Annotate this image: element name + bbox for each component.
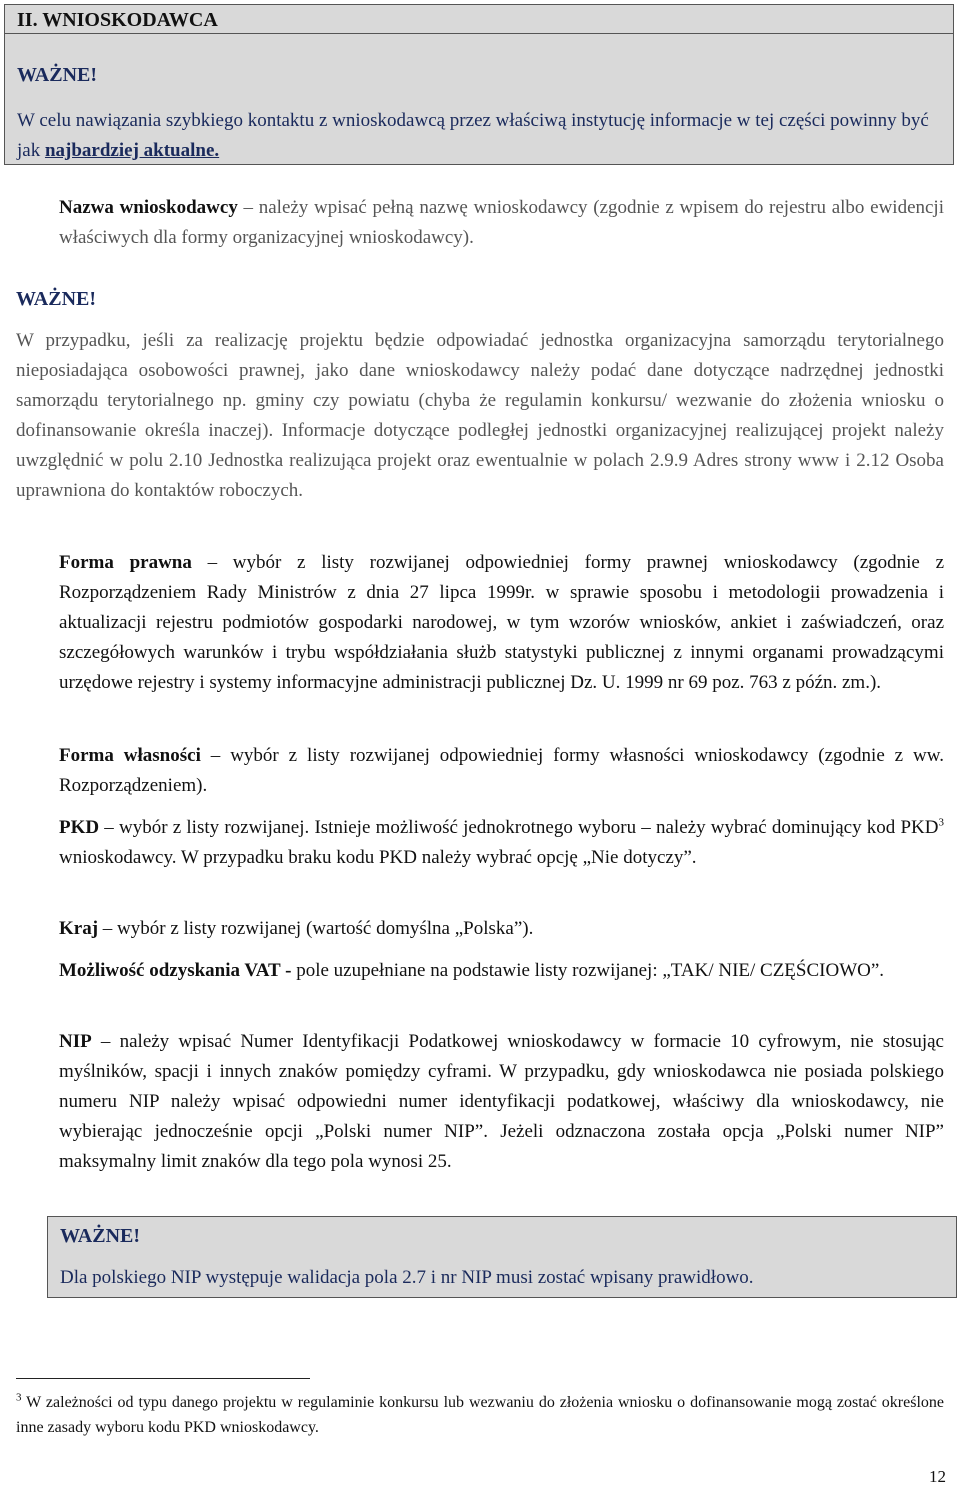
item-2-6-title: Możliwość odzyskania VAT - bbox=[59, 960, 292, 981]
item-2-7-notice-text: Dla polskiego NIP występuje walidacja pola 2.7 i nr NIP musi zostać wpisany prawidłowo. bbox=[60, 1267, 754, 1288]
item-2-4-title: PKD bbox=[59, 817, 100, 838]
item-2-6: Możliwość odzyskania VAT - pole uzupełniane na podstawie listy rozwijanej: „TAK/ NIE/ CZĘŚCIOWO”. bbox=[59, 960, 885, 981]
item-2-1-notice-text: W przypadku, jeśli za realizację projektu będzie odpowiadać jednostka organizacyjna samorządu terytorialnego nieposiadająca osobowości prawnej, jako dane wnioskodawcy należy podać dane dotyczące nadrzędnej jednostki samorządu terytorialnego np. gminy czy powiatu (chyba że regulamin konkursu/ wezwanie do złożenia wniosku o dofinansowanie określa inaczej). Informacje dotyczące podległej jednostki organizacyjnej realizującej projekt należy uwzględnić w polu 2.10 Jednostka realizująca projekt oraz ewentualnie w polach 2.9.9 Adres strony www i 2.12 Osoba uprawniona do kontaktów roboczych. bbox=[16, 330, 944, 501]
footnote-number: 3 bbox=[16, 1391, 22, 1404]
footnote-ref: 3 bbox=[938, 816, 944, 829]
item-2-1-notice-label: WAŻNE! bbox=[16, 288, 97, 310]
item-2-2-title: Forma prawna bbox=[59, 552, 192, 573]
item-2-4: PKD – wybór z listy rozwijanej. Istnieje możliwość jednokrotnego wyboru – należy wybrać dominujący kod PKD$^3$ wnioskodawcy. W przypadku braku kodu PKD należy wybrać opcję „Nie dotyczy”. bbox=[59, 816, 944, 868]
item-2-1: Nazwa wnioskodawcy – należy wpisać pełną nazwę wnioskodawcy (zgodnie z wpisem do rejestru albo ewidencji właściwych dla formy organizacyjnej wnioskodawcy). bbox=[59, 197, 944, 248]
section-header: II. WNIOSKODAWCA bbox=[17, 9, 218, 31]
item-2-7: NIP – należy wpisać Numer Identyfikacji Podatkowej wnioskodawcy w formacie 10 cyfrowym, nie stosując myślników, spacji i innych znaków pomiędzy cyframi. W przypadku, gdy wnioskodawca nie posiada polskiego numeru NIP należy wpisać odpowiedni numer identyfikacji podatkowej, właściwy dla wnioskodawcy, nie wybierając jednocześnie opcji „Polski numer NIP”. Jeżeli odznaczona została opcja „Polski numer NIP” maksymalny limit znaków dla tego pola wynosi 25. bbox=[59, 1031, 944, 1172]
footnote bbox=[16, 1390, 944, 1440]
item-2-1-title: Nazwa wnioskodawcy bbox=[59, 197, 238, 218]
item-2-7-title: NIP bbox=[59, 1031, 92, 1052]
intro-notice-box bbox=[4, 34, 954, 165]
item-2-7-notice-box bbox=[47, 1216, 957, 1298]
footnote-separator bbox=[16, 1378, 310, 1379]
item-2-1-notice bbox=[16, 284, 944, 314]
item-2-3-title: Forma własności bbox=[59, 745, 201, 766]
item-2-7-notice-label: WAŻNE! bbox=[60, 1225, 141, 1247]
item-2-5: Kraj – wybór z listy rozwijanej (wartość domyślna „Polska”). bbox=[59, 918, 534, 939]
intro-emphasis: najbardziej aktualne. bbox=[44, 140, 220, 161]
page-number: 12 bbox=[929, 1467, 946, 1486]
intro-notice-label: WAŻNE! bbox=[17, 64, 98, 86]
section-header-box bbox=[4, 4, 954, 34]
item-2-5-title: Kraj bbox=[59, 918, 99, 939]
footnote-text: W zależności od typu danego projektu w regulaminie konkursu lub wezwaniu do złożenia wniosku o dofinansowanie mogą zostać określone inne zasady wyboru kodu PKD wnioskodawcy. bbox=[16, 1394, 944, 1436]
item-2-3: Forma własności – wybór z listy rozwijanej odpowiedniej formy własności wnioskodawcy (zgodnie z ww. Rozporządzeniem). bbox=[59, 745, 944, 796]
intro-notice-text: W celu nawiązania szybkiego kontaktu z wnioskodawcą przez właściwą instytucję informacje w tej części powinny być jak najbardziej aktualne. bbox=[17, 110, 929, 161]
item-2-2: Forma prawna – wybór z listy rozwijanej odpowiedniej formy prawnej wnioskodawcy (zgodnie z Rozporządzeniem Rady Ministrów z dnia 27 lipca 1999r. w sprawie sposobu i metodologii prowadzenia i aktualizacji rejestru podmiotów gospodarki narodowej, w tym wzorów wniosków, ankiet i zaświadczeń, oraz szczegółowych warunków i trybu współdziałania służb statystyki publicznej z innymi organami prowadzącymi urzędowe rejestry i systemy informacyjne administracji publicznej Dz. U. 1999 nr 69 poz. 763 z późn. zm.). bbox=[59, 552, 944, 693]
